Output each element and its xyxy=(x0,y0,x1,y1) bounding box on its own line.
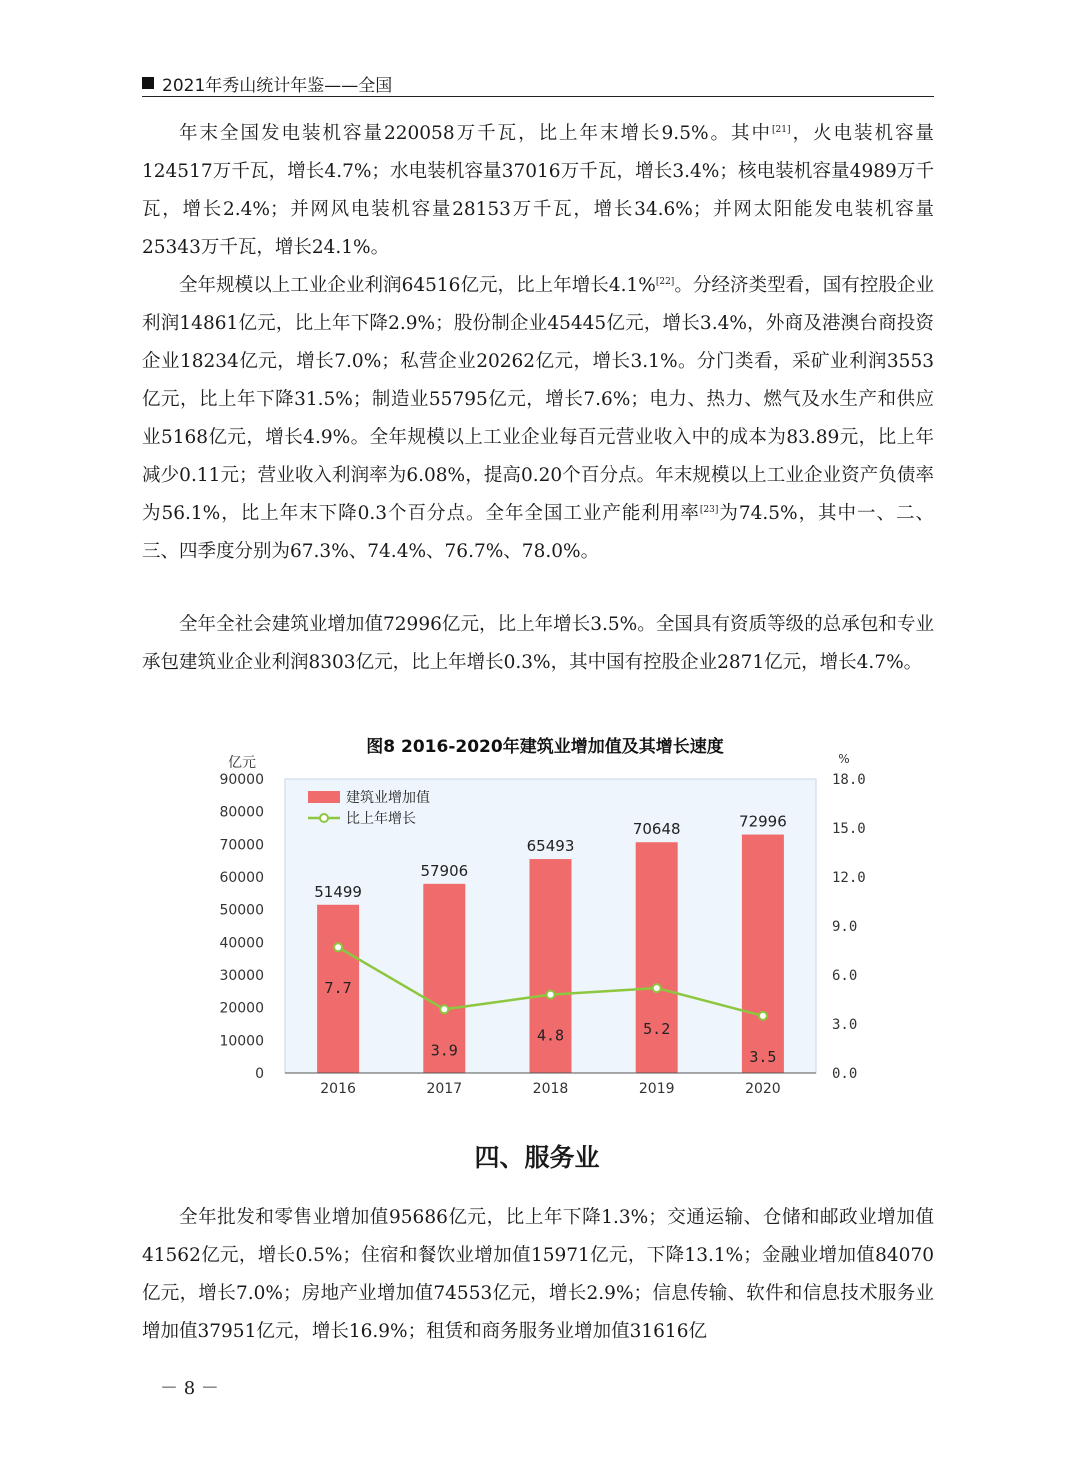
construction-chart xyxy=(200,728,890,1108)
body-text-construction xyxy=(142,606,934,682)
y-left-tick-label: 70000 xyxy=(219,837,264,854)
bar-value-label: 57906 xyxy=(420,861,469,880)
bar-2019 xyxy=(636,842,678,1073)
y-left-tick-label: 90000 xyxy=(219,772,264,788)
growth-point-2019 xyxy=(653,984,661,992)
growth-point-2018 xyxy=(547,991,555,999)
section-title: 四、服务业 xyxy=(474,1143,600,1172)
y-left-tick-label: 30000 xyxy=(219,968,264,984)
y-left-tick-label: 10000 xyxy=(219,1033,264,1050)
footnote-ref: [21] xyxy=(772,124,791,135)
legend-line-label: 比上年增长 xyxy=(346,811,416,827)
growth-value-label: 5.2 xyxy=(643,1020,671,1039)
y-right-label: % xyxy=(838,752,850,766)
x-tick-label: 2016 xyxy=(320,1081,356,1097)
y-right-tick-label: 6.0 xyxy=(832,968,858,984)
paragraph xyxy=(142,606,934,682)
growth-value-label: 4.8 xyxy=(536,1026,565,1045)
paragraph-text: 年末全国发电装机容量220058万千瓦，比上年末增长9.5%。其中 xyxy=(179,123,773,144)
body-text-top xyxy=(142,115,934,571)
bar-value-label: 70648 xyxy=(632,820,681,839)
y-right-tick-label: 18.0 xyxy=(832,772,866,788)
growth-value-label: 7.7 xyxy=(324,979,352,998)
footnote-ref: [23] xyxy=(699,504,719,515)
bar-value-label: 72996 xyxy=(739,812,787,831)
paragraph-text: 。分经济类型看，国有控股企业利润14861亿元，比上年下降2.9%；股份制企业45445亿元，增长3.4%，外商及港澳台商投资企业18234亿元，增长7.0%；私营企业20262亿元，增长3.1%。分门类看，采矿业利润3553亿元，比上年下降31.5%；制造业55795亿元，增长7.6%；电力、热力、燃气及水生产和供应业5168亿元，增长4.9%。全年规模以上工业企业每百元营业收入中的成本为83.89元，比上年减少0.11元；营业收入利润率为6.08%，提高0.20个百分点。年末规模以上工业企业资产负债率为56.1%，比上年末下降0.3个百分点。全年全国工业产能利用率 xyxy=(142,275,934,524)
legend-bar-swatch xyxy=(308,791,340,803)
page-number: － 8 － xyxy=(160,1378,219,1399)
chart-title: 图8 2016-2020年建筑业增加值及其增长速度 xyxy=(366,737,724,757)
x-tick-label: 2017 xyxy=(426,1081,463,1097)
y-left-tick-label: 20000 xyxy=(219,1000,264,1017)
y-left-tick-label: 60000 xyxy=(219,870,264,886)
growth-point-2017 xyxy=(440,1005,448,1013)
paragraph xyxy=(142,115,934,267)
growth-value-label: 3.5 xyxy=(749,1047,777,1066)
bar-value-label: 51499 xyxy=(314,882,362,901)
bar-value-label: 65493 xyxy=(526,837,575,856)
body-text-services xyxy=(142,1199,934,1351)
paragraph xyxy=(142,267,934,571)
x-tick-label: 2018 xyxy=(532,1081,569,1097)
y-right-tick-label: 9.0 xyxy=(832,919,858,935)
construction-chart-svg xyxy=(200,728,890,1108)
page-header xyxy=(142,70,934,97)
y-left-tick-label: 40000 xyxy=(219,935,264,952)
paragraph-text: 全年规模以上工业企业利润64516亿元，比上年增长4.1% xyxy=(179,275,656,296)
y-right-tick-label: 0.0 xyxy=(832,1066,858,1082)
paragraph-text: ，火电装机容量124517万千瓦，增长4.7%；水电装机容量37016万千瓦，增长3.4%；核电装机容量4989万千瓦，增长2.4%；并网风电装机容量28153万千瓦，增长34.6%；并网太阳能发电装机容量25343万千瓦，增长24.1%。 xyxy=(142,123,934,258)
growth-value-label: 3.9 xyxy=(430,1041,458,1060)
bar-2020 xyxy=(742,835,784,1073)
y-left-tick-label: 80000 xyxy=(219,804,264,821)
y-right-tick-label: 15.0 xyxy=(832,821,866,837)
x-tick-label: 2020 xyxy=(745,1081,781,1097)
y-left-tick-label: 50000 xyxy=(219,902,264,919)
paragraph-text: 全年全社会建筑业增加值72996亿元，比上年增长3.5%。全国具有资质等级的总承包和专业承包建筑业企业利润8303亿元，比上年增长0.3%，其中国有控股企业2871亿元，增长4.7%。 xyxy=(142,614,934,673)
footnote-ref: [22] xyxy=(655,276,675,287)
legend-line-marker xyxy=(320,814,328,822)
y-right-tick-label: 12.0 xyxy=(832,870,866,886)
x-tick-label: 2019 xyxy=(638,1081,675,1097)
paragraph-text: 为74.5%，其中一、二、三、四季度分别为67.3%、74.4%、76.7%、78.0%。 xyxy=(142,503,934,562)
growth-point-2020 xyxy=(759,1012,767,1020)
y-left-label: 亿元 xyxy=(228,755,256,771)
header-title: 2021年秀山统计年鉴——全国 xyxy=(162,75,393,96)
growth-point-2016 xyxy=(334,943,342,951)
paragraph-text: 全年批发和零售业增加值95686亿元，比上年下降1.3%；交通运输、仓储和邮政业增加值41562亿元，增长0.5%；住宿和餐饮业增加值15971亿元，下降13.1%；金融业增加值84070亿元，增长7.0%；房地产业增加值74553亿元，增长2.9%；信息传输、软件和信息技术服务业增加值37951亿元，增长16.9%；租赁和商务服务业增加值31616亿 xyxy=(142,1207,934,1342)
y-left-tick-label: 0 xyxy=(255,1066,264,1082)
legend-bar-label: 建筑业增加值 xyxy=(346,790,430,806)
header-square-icon xyxy=(142,77,154,89)
paragraph xyxy=(142,1199,934,1351)
y-right-tick-label: 3.0 xyxy=(832,1017,858,1033)
